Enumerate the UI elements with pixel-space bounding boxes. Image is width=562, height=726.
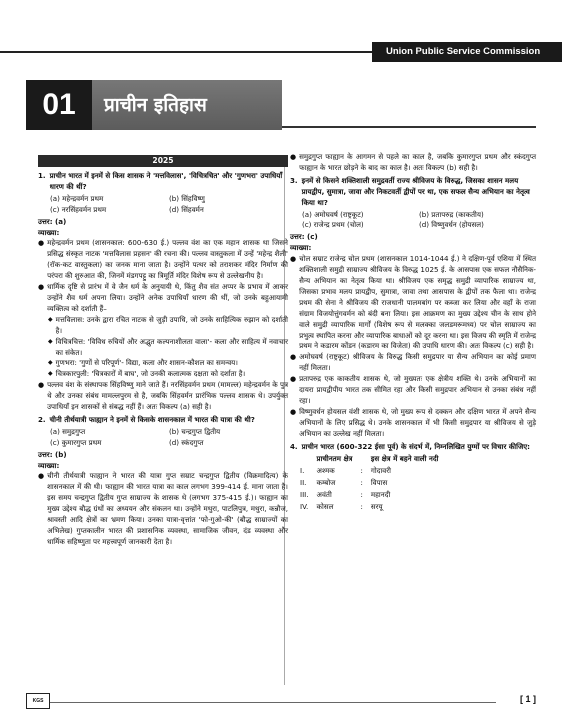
question-text: चीनी तीर्थयात्री फाह्यान ने इनमें से किसके शासनकाल में भारत की यात्रा की थी? <box>49 414 255 424</box>
page-footer <box>0 693 562 711</box>
option: (c) राजेन्द्र प्रथम (चोल) <box>302 220 364 230</box>
table-row <box>300 477 446 489</box>
bullet-text: चोल सम्राट राजेन्द्र चोल प्रथम (शासनकाल 1014-1044 ई.) ने दक्षिण-पूर्व एशिया में स्थित शक्तिशाली समुद्री साम्राज्य श्रीविजय के विरुद्ध 1025 ई. के आसपास एक सफल नौसैनिक-सैन्य अभियान का नेतृत्व किया था। श्रीविजय एक समृद्ध समुद्री व्यापारिक साम्राज्य था, जिसका प्रभाव मलय प्रायद्वीप, सुमात्रा, जावा तथा आसपास के द्वीपों तक फैला था। राजेन्द्र प्रथम की सेना ने श्रीविजय की राजधानी पालमबांग पर कब्जा कर लिया और वहाँ के राजा संग्राम विजयोत्तुंगवर्मन को बंदी बना लिया। इस आक्रमण का मुख्य उद्देश्य चीन के साथ होने वाले समुद्री व्यापारिक मार्गों (विशेष रूप से मलक्का जलडमरूमध्य) पर चोल साम्राज्य का प्रभुत्व स्थापित करना और व्यापारिक बाधाओं को दूर करना था। इस विजय की स्मृति में राजेन्द्र प्रथम ने कडारम कोंडन (कडारम का विजेता) की उपाधि धारण की। अतः विकल्प (c) सही है। <box>299 254 536 351</box>
option: (d) स्कंदगुप्त <box>169 437 204 447</box>
table-cell: III. <box>300 489 309 499</box>
option: (c) कुमारगुप्त प्रथम <box>50 437 102 447</box>
sub-bullet-text: मत्तविलास: उनके द्वारा रचित नाटक से जुड़ी उपाधि, जो उनके साहित्यिक रुझान को दर्शाती है। <box>55 314 288 335</box>
table-cell: I. <box>300 466 305 476</box>
bullet-text: प्रतापरुद्र एक काकतीय शासक थे, जो मुख्यतः एक क्षेत्रीय शक्ति थे। उनके अभियानों का दायरा प्रायद्वीपीय भारत तक सीमित रहा और किसी समुद्रपार अभियान से उनका संबंध नहीं रहा। <box>299 374 536 405</box>
table-row <box>300 501 446 513</box>
series-label: Union Public Service Commission <box>372 42 562 62</box>
table-cell: महानदी <box>370 489 391 499</box>
sub-bullet <box>38 369 288 380</box>
table-cell: : <box>360 466 363 476</box>
left-column <box>38 155 288 548</box>
sub-bullet <box>38 358 288 369</box>
bullet-icon: ● <box>290 407 297 416</box>
question-number: 1. <box>38 171 46 180</box>
table-cell: गोदावरी <box>370 466 391 476</box>
table-cell: कम्बोज <box>316 478 336 488</box>
publisher-logo: KGS <box>26 693 50 709</box>
question-1-options <box>38 194 288 216</box>
option: (a) महेन्द्रवर्मन प्रथम <box>50 193 104 203</box>
bullet <box>290 407 536 440</box>
table-row <box>300 465 446 477</box>
question-number: 2. <box>38 414 46 424</box>
bullet-text: समुद्रगुप्त फाह्यान के आगमन से पहले का काल है, जबकि कुमारगुप्त प्रथम और स्कंदगुप्त फाह्यान के भारत छोड़ने के बाद का काल है। अतः विकल्प (b) सही है। <box>299 152 536 172</box>
option: (d) सिंहवर्मन <box>169 204 204 214</box>
table-cell: II. <box>300 478 307 488</box>
table-row <box>300 489 446 501</box>
bullet-text: अमोघवर्ष (राष्ट्रकूट) श्रीविजय के विरुद्ध किसी समुद्रपार या सैन्य अभियान का कोई प्रमाण नहीं मिलता। <box>299 352 536 373</box>
sub-bullet-text: गुणभरा: 'गुणों से परिपूर्ण'- विद्या, कला और शासन-कौशल का समन्वय। <box>55 358 238 368</box>
year-banner: 2025 <box>38 155 288 167</box>
bullet <box>38 282 288 315</box>
chapter-rule <box>282 126 536 128</box>
table-cell: विपास <box>370 478 388 488</box>
bullet <box>290 374 536 407</box>
table-cell: अश्मक <box>316 466 335 476</box>
table-cell: : <box>360 501 363 511</box>
sub-bullet-text: विचित्रचित्त: 'विविध रुचियों और अद्भुत कल्पनाशीलता वाला'- कला और साहित्य में नवाचार का संकेत। <box>55 336 288 357</box>
table-cell: सरयू <box>370 501 383 511</box>
bullet-text: चीनी तीर्थयात्री फाह्यान ने भारत की यात्रा गुप्त सम्राट चन्द्रगुप्त द्वितीय (विक्रमादित्य) के शासनकाल में की थी। फाह्यान की भारत यात्रा का काल लगभग 399-414 ई. माना जाता है। इस समय चन्द्रगुप्त द्वितीय गुप्त साम्राज्य के शासक थे (लगभग 375-415 ई.)। फाह्यान का मुख्य उद्देश्य बौद्ध ग्रंथों का अध्ययन और संकलन था। उन्होंने मथुरा, पाटलिपुत्र, मथुरा, कन्नौज, श्रावस्ती आदि क्षेत्रों का भ्रमण किया। उनका यात्रा-वृत्तांत 'फो-गुओ-की' (बौद्ध साम्राज्यों का अभिलेख) गुप्तकालीन भारत की प्रशासनिक व्यवस्था, सामाजिक जीवन, दंड व्यवस्था और धार्मिक सहिष्णुता पर महत्त्वपूर्ण जानकारी देता है। <box>47 471 288 546</box>
bullet-icon: ● <box>38 239 45 248</box>
bullet <box>290 254 536 352</box>
chapter-number: 01 <box>26 80 92 130</box>
bullet <box>290 152 536 174</box>
bullet-text: धार्मिक दृष्टि से प्रारंभ में वे जैन धर्म के अनुयायी थे, किंतु शैव संत अप्पर के प्रभाव में आकर उन्होंने शैव धर्म अपना लिया। उन्होंने अनेक उपाधियाँ धारण की थीं, जो उनके बहुआयामी व्यक्तित्व को दर्शाती हैं– <box>47 282 288 313</box>
option: (a) समुद्रगुप्त <box>50 426 86 436</box>
table-header-cell <box>300 454 317 465</box>
bullet-icon: ● <box>38 283 45 292</box>
bullet-text: पल्लव वंश के संस्थापक सिंहविष्णु माने जाते हैं। नरसिंहवर्मन प्रथम (मामल्ल) महेन्द्रवर्मन के पुत्र थे और उनका संबंध मामल्लपुरम से है, जबकि सिंहवर्मन प्रारंभिक पल्लव शासक थे। उपर्युक्त उपाधियाँ इन शासकों से संबद्ध नहीं हैं। अतः विकल्प (a) सही है। <box>47 380 288 412</box>
bullet-icon: ● <box>290 375 297 384</box>
table-cell: IV. <box>300 501 309 511</box>
sub-bullet-text: चित्रकारपुली: 'चित्रकारों में बाघ', जो उनकी कलात्मक दक्षता को दर्शाता है। <box>55 369 246 379</box>
bullet-icon: ● <box>38 381 45 390</box>
bullet-text: महेन्द्रवर्मन प्रथम (शासनकाल: 600-630 ई.) पल्लव वंश का एक महान शासक था जिसने प्रसिद्ध संस्कृत नाटक 'मत्तविलास प्रहसन' की रचना की। पल्लव वास्तुकला में उन्हें 'महेन्द्र शैली' (रॉक-कट वास्तुकला) का जनक माना जाता है। उन्होंने पत्थर को तराशकर मंदिर निर्माण की परंपरा की शुरुआत की, जिनमें मंडगपट्टु का त्रिमूर्ति मंदिर विशेष रूप से उल्लेखनीय है। <box>47 238 288 281</box>
bullet <box>38 380 288 413</box>
diamond-icon: ◆ <box>48 337 53 345</box>
question-text: प्राचीन भारत में इनमें से किस शासक ने 'मत्तविलास', 'विचित्रचित' और 'गुणभरा' उपाधियाँ धारण की थीं? <box>49 171 283 191</box>
bullet <box>38 238 288 282</box>
chapter-heading <box>26 80 536 130</box>
table-cell: अवंती <box>316 489 332 499</box>
bullet-icon: ● <box>290 255 297 264</box>
explanation-label: व्याख्या: <box>38 227 60 237</box>
explanation-label: व्याख्या: <box>290 243 312 253</box>
question-4 <box>290 442 536 453</box>
table-header-row <box>300 454 446 465</box>
option: (c) नरसिंहवर्मन प्रथम <box>50 204 107 214</box>
page-number: [ 1 ] <box>516 694 536 704</box>
table-cell: कोसल <box>316 501 334 511</box>
option: (b) सिंहविष्णु <box>169 193 205 203</box>
option: (b) प्रतापरुद्र (काकतीय) <box>419 209 484 219</box>
table-header-cell: इस क्षेत्र में बहने वाली नदी <box>370 454 439 464</box>
question-3-options <box>290 210 536 232</box>
option: (d) विष्णुवर्धन (होयसल) <box>419 220 484 230</box>
bullet <box>38 471 288 547</box>
right-column <box>290 152 536 513</box>
option: (a) अमोघवर्ष (राष्ट्रकूट) <box>302 209 364 219</box>
chapter-title: प्राचीन इतिहास <box>92 80 282 130</box>
bullet-icon: ● <box>290 353 297 362</box>
footer-rule <box>26 702 496 703</box>
table-cell: : <box>360 489 363 499</box>
question-text: प्राचीन भारत (600-322 ईसा पूर्व) के संदर्भ में, निम्नलिखित युग्मों पर विचार कीजिए: <box>301 441 530 451</box>
answer: उत्तर: (a) <box>38 216 67 226</box>
diamond-icon: ◆ <box>48 315 53 323</box>
table-header-cell <box>360 454 370 465</box>
table-header-cell: प्राचीनतम क्षेत्र <box>316 454 353 464</box>
question-2 <box>38 415 288 426</box>
explanation-label: व्याख्या: <box>38 460 60 470</box>
answer: उत्तर: (c) <box>290 232 318 242</box>
pairs-table <box>300 454 446 512</box>
top-header-bar <box>0 42 562 62</box>
answer: उत्तर: (b) <box>38 449 67 459</box>
sub-bullet <box>38 315 288 337</box>
question-2-options <box>38 427 288 449</box>
bullet-icon: ● <box>290 153 297 161</box>
bullet-text: विष्णुवर्धन होयसल वंशी शासक थे, जो मुख्य रूप से दक्कन और दक्षिण भारत में अपने सैन्य अभियानों के लिए प्रसिद्ध थे। उनके शासनकाल में भी किसी समुद्रपार या श्रीविजय से जुड़े अभियान का उल्लेख नहीं मिलता। <box>299 406 536 438</box>
sub-bullet <box>38 337 288 359</box>
table-cell: : <box>360 478 363 488</box>
bullet-icon: ● <box>38 472 45 481</box>
diamond-icon: ◆ <box>48 359 53 367</box>
diamond-icon: ◆ <box>48 370 53 378</box>
question-text: इनमें से किसने शक्तिशाली समुद्रवर्ती राज्य श्रीविजय के विरुद्ध, जिसका शासन मलय प्रायद्वीप, सुमात्रा, जावा और निकटवर्ती द्वीपों पर था, एक सफल सैन्य अभियान का नेतृत्व किया था? <box>301 175 530 207</box>
question-number: 4. <box>290 441 298 451</box>
question-1 <box>38 171 288 193</box>
question-number: 3. <box>290 175 298 185</box>
option: (b) चन्द्रगुप्त द्वितीय <box>169 426 221 436</box>
question-3 <box>290 176 536 209</box>
bullet <box>290 352 536 374</box>
